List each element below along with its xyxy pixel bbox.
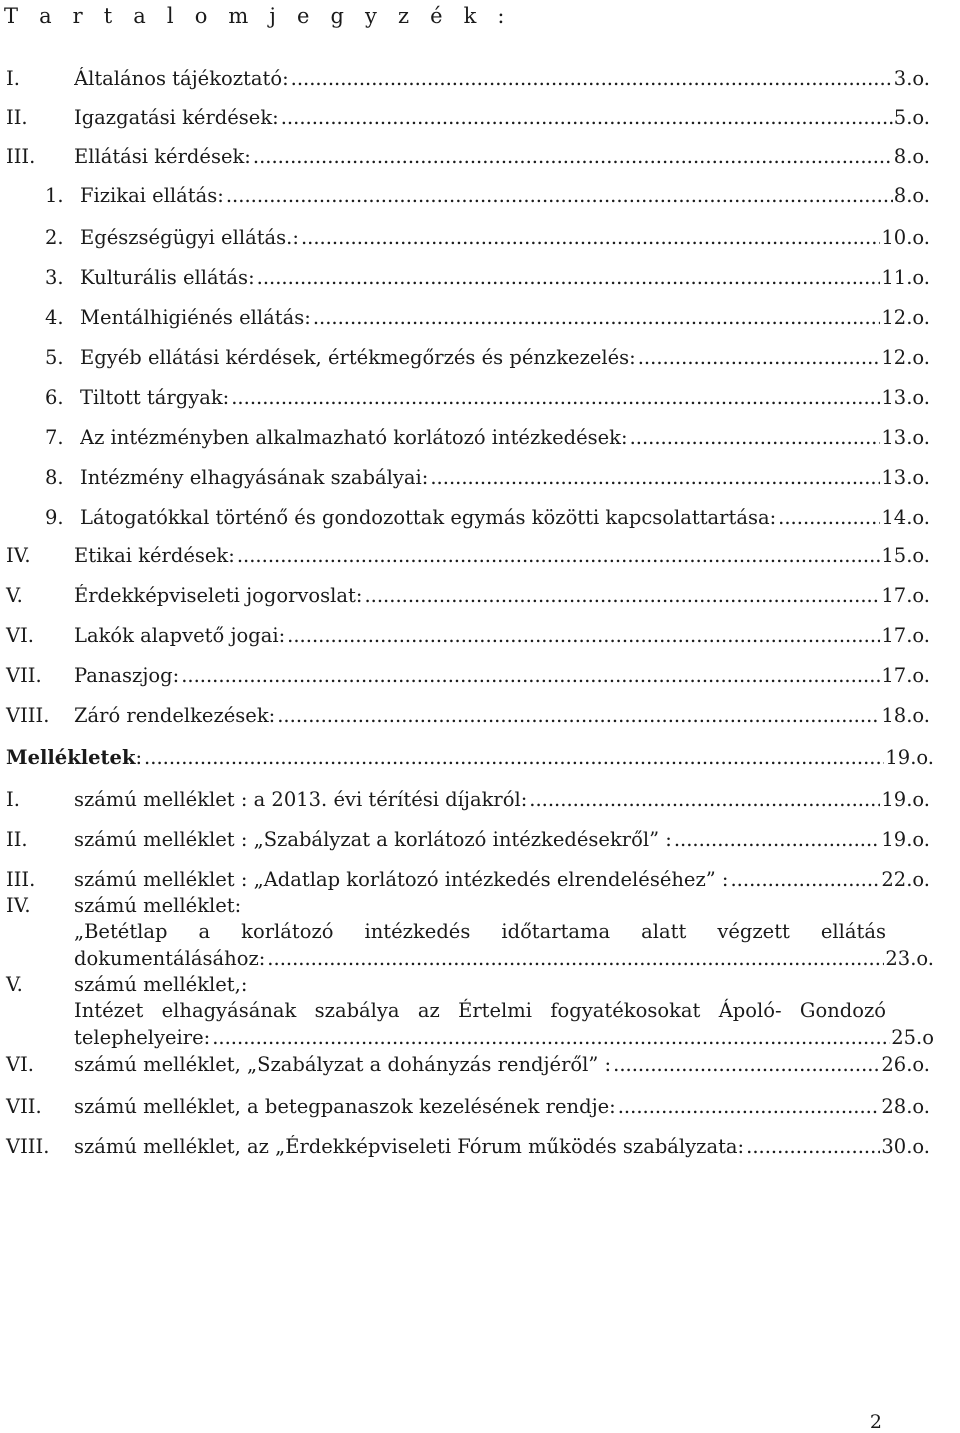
dot-leader (313, 306, 881, 329)
toc-entry-title: számú melléklet,: (74, 973, 248, 996)
toc-annex-entry[interactable] (0, 1095, 960, 1123)
toc-entry-page: 18.o. (881, 704, 930, 727)
toc-entry-page: 8.o. (893, 145, 930, 168)
toc-entry-page: 14.o. (881, 506, 930, 529)
dot-leader (144, 746, 884, 769)
toc-entry-page: 13.o. (881, 426, 930, 449)
toc-subentry[interactable] (0, 226, 960, 254)
toc-annex-entry-line[interactable] (0, 1026, 960, 1054)
toc-annex-entry[interactable] (0, 1135, 960, 1163)
toc-entry-title: Egészségügyi ellátás.: (80, 226, 299, 249)
toc-entry-page: 13.o. (881, 386, 930, 409)
toc-entry-title: számú melléklet, „Szabályzat a dohányzás rendjéről” : (74, 1053, 612, 1076)
toc-entry[interactable] (0, 584, 960, 612)
toc-entry-title: Kulturális ellátás: (80, 266, 255, 289)
toc-entry-title: számú melléklet : a 2013. évi térítési díjakról: (74, 788, 528, 811)
toc-entry-page: 17.o. (881, 664, 930, 687)
toc-entry-page: 5.o. (893, 106, 930, 129)
toc-annex-entry[interactable] (0, 788, 960, 816)
toc-entry-title-continued: Intézet elhagyásának szabálya az Értelmi fogyatékosokat Ápoló- Gondozó (74, 999, 886, 1022)
toc-annex-entry[interactable] (0, 868, 960, 896)
toc-entry-number: V. (6, 973, 23, 996)
toc-entry[interactable] (0, 624, 960, 652)
toc-entry-title: számú melléklet, az „Érdekképviseleti Fórum működés szabályzata: (74, 1135, 745, 1158)
toc-entry-page: 10.o. (881, 226, 930, 249)
toc-annex-entry-line (0, 920, 960, 948)
toc-subentry[interactable] (0, 184, 960, 212)
toc-entry-number: I. (6, 788, 20, 811)
toc-subentry[interactable] (0, 306, 960, 334)
toc-entry-page: 8.o. (893, 184, 930, 207)
toc-entry-number: VII. (6, 1095, 42, 1118)
toc-entry-title: Tiltott tárgyak: (80, 386, 230, 409)
toc-annex-entry[interactable] (0, 1053, 960, 1081)
dot-leader (730, 868, 880, 891)
toc-annex-entry[interactable] (0, 973, 960, 1001)
toc-entry-page: 19.o. (881, 788, 930, 811)
toc-entry-page: 22.o. (881, 868, 930, 891)
toc-entry-number: 5. (45, 346, 64, 369)
toc-entry-number: 6. (45, 386, 64, 409)
toc-subentry[interactable] (0, 426, 960, 454)
dot-leader (430, 466, 880, 489)
toc-entry-page: 17.o. (881, 624, 930, 647)
toc-entry-page: 30.o. (881, 1135, 930, 1158)
toc-entry-title-continued: „Betétlap a korlátozó intézkedés időtartama alatt végzett ellátás (74, 920, 886, 943)
toc-subentry[interactable] (0, 266, 960, 294)
toc-entry[interactable] (0, 145, 960, 173)
toc-entry-page: 11.o. (881, 266, 930, 289)
toc-entry-title: Lakók alapvető jogai: (74, 624, 286, 647)
toc-entry-page: 26.o. (881, 1053, 930, 1076)
dot-leader (277, 704, 880, 727)
toc-entry-number: 7. (45, 426, 64, 449)
toc-entry-page: 25.o (891, 1026, 934, 1049)
dot-leader (746, 1135, 880, 1158)
annex-heading-colon: : (135, 746, 143, 769)
toc-entry-number: 1. (45, 184, 64, 207)
dot-leader (674, 828, 881, 851)
toc-entry-number: VI. (6, 1053, 34, 1076)
toc-annex-entry[interactable] (0, 828, 960, 856)
dot-leader (253, 145, 893, 168)
dot-leader (181, 664, 880, 687)
toc-entry-number: IV. (6, 544, 31, 567)
toc-entry-title: számú melléklet : „Adatlap korlátozó intézkedés elrendeléséhez” : (74, 868, 729, 891)
toc-entry-page: 15.o. (881, 544, 930, 567)
toc-entry-title: Ellátási kérdések: (74, 145, 251, 168)
toc-entry-title: Érdekképviseleti jogorvoslat: (74, 584, 363, 607)
dot-leader (301, 226, 880, 249)
toc-entry-title: Általános tájékoztató: (74, 67, 289, 90)
toc-entry-number: II. (6, 828, 28, 851)
dot-leader (287, 624, 880, 647)
annex-heading-label: Mellékletek (6, 746, 136, 769)
toc-entry-title: Záró rendelkezések: (74, 704, 276, 727)
toc-annex-entry-line (0, 999, 960, 1027)
dot-leader (281, 106, 893, 129)
toc-entry[interactable] (0, 664, 960, 692)
toc-entry[interactable] (0, 704, 960, 732)
toc-entry-page: 28.o. (881, 1095, 930, 1118)
dot-leader (231, 386, 880, 409)
toc-entry[interactable] (0, 106, 960, 134)
toc-entry-number: I. (6, 67, 20, 90)
toc-entry-number: 3. (45, 266, 64, 289)
dot-leader (226, 184, 893, 207)
toc-entry[interactable] (0, 67, 960, 95)
toc-entry-page: 12.o. (881, 306, 930, 329)
toc-entry-number: 2. (45, 226, 64, 249)
toc-annex-heading[interactable] (0, 746, 960, 774)
toc-entry-page: 12.o. (881, 346, 930, 369)
toc-annex-entry-line[interactable] (0, 947, 960, 975)
toc-entry-title: Mentálhigiénés ellátás: (80, 306, 311, 329)
toc-entry-number: 4. (45, 306, 64, 329)
toc-entry-number: 8. (45, 466, 64, 489)
toc-entry-number: III. (6, 868, 36, 891)
toc-entry-number: V. (6, 584, 23, 607)
page-number: 2 (869, 1411, 882, 1433)
toc-entry-title-continued: dokumentálásához: (74, 947, 266, 970)
dot-leader (257, 266, 881, 289)
toc-entry-page: 3.o. (893, 67, 930, 90)
toc-entry-title: Fizikai ellátás: (80, 184, 224, 207)
toc-entry-number: VII. (6, 664, 42, 687)
toc-annex-entry[interactable] (0, 894, 960, 922)
dot-leader (291, 67, 893, 90)
dot-leader (613, 1053, 880, 1076)
toc-entry-page: 13.o. (881, 466, 930, 489)
dot-leader (237, 544, 881, 567)
toc-entry-page: 19.o. (885, 746, 934, 769)
toc-entry-number: VIII. (6, 704, 50, 727)
toc-entry-title: számú melléklet : „Szabályzat a korlátozó intézkedésekről” : (74, 828, 672, 851)
toc-entry-page: 17.o. (881, 584, 930, 607)
dot-leader (212, 1026, 890, 1049)
toc-entry-title: Panaszjog: (74, 664, 180, 687)
dot-leader (267, 947, 884, 970)
toc-entry-title: Intézmény elhagyásának szabályai: (80, 466, 429, 489)
dot-leader (618, 1095, 881, 1118)
toc-entry-title: Látogatókkal történő és gondozottak egymás közötti kapcsolattartása: (80, 506, 777, 529)
toc-entry-title: Igazgatási kérdések: (74, 106, 279, 129)
toc-subentry[interactable] (0, 466, 960, 494)
dot-leader (364, 584, 880, 607)
toc-entry-title: számú melléklet, a betegpanaszok kezelésének rendje: (74, 1095, 616, 1118)
toc-entry-page: 19.o. (881, 828, 930, 851)
toc-entry-number: VIII. (6, 1135, 50, 1158)
toc-entry-number: III. (6, 145, 36, 168)
toc-entry-title-continued: telephelyeire: (74, 1026, 211, 1049)
toc-entry-title: számú melléklet: (74, 894, 242, 917)
toc-entry-number: II. (6, 106, 28, 129)
toc-entry-title: Egyéb ellátási kérdések, értékmegőrzés és pénzkezelés: (80, 346, 636, 369)
toc-entry-number: IV. (6, 894, 31, 917)
toc-entry-page: 23.o. (885, 947, 934, 970)
toc-subentry[interactable] (0, 346, 960, 374)
dot-leader (638, 346, 881, 369)
toc-entry[interactable] (0, 544, 960, 572)
dot-leader (529, 788, 880, 811)
toc-entry-number: 9. (45, 506, 64, 529)
toc-subentry[interactable] (0, 506, 960, 534)
toc-entry-title: Az intézményben alkalmazható korlátozó intézkedések: (80, 426, 628, 449)
toc-entry-number: VI. (6, 624, 34, 647)
toc-subentry[interactable] (0, 386, 960, 414)
dot-leader (778, 506, 880, 529)
dot-leader (630, 426, 881, 449)
toc-title: T a r t a l o m j e g y z é k : (4, 4, 512, 28)
toc-entry-title: Etikai kérdések: (74, 544, 235, 567)
